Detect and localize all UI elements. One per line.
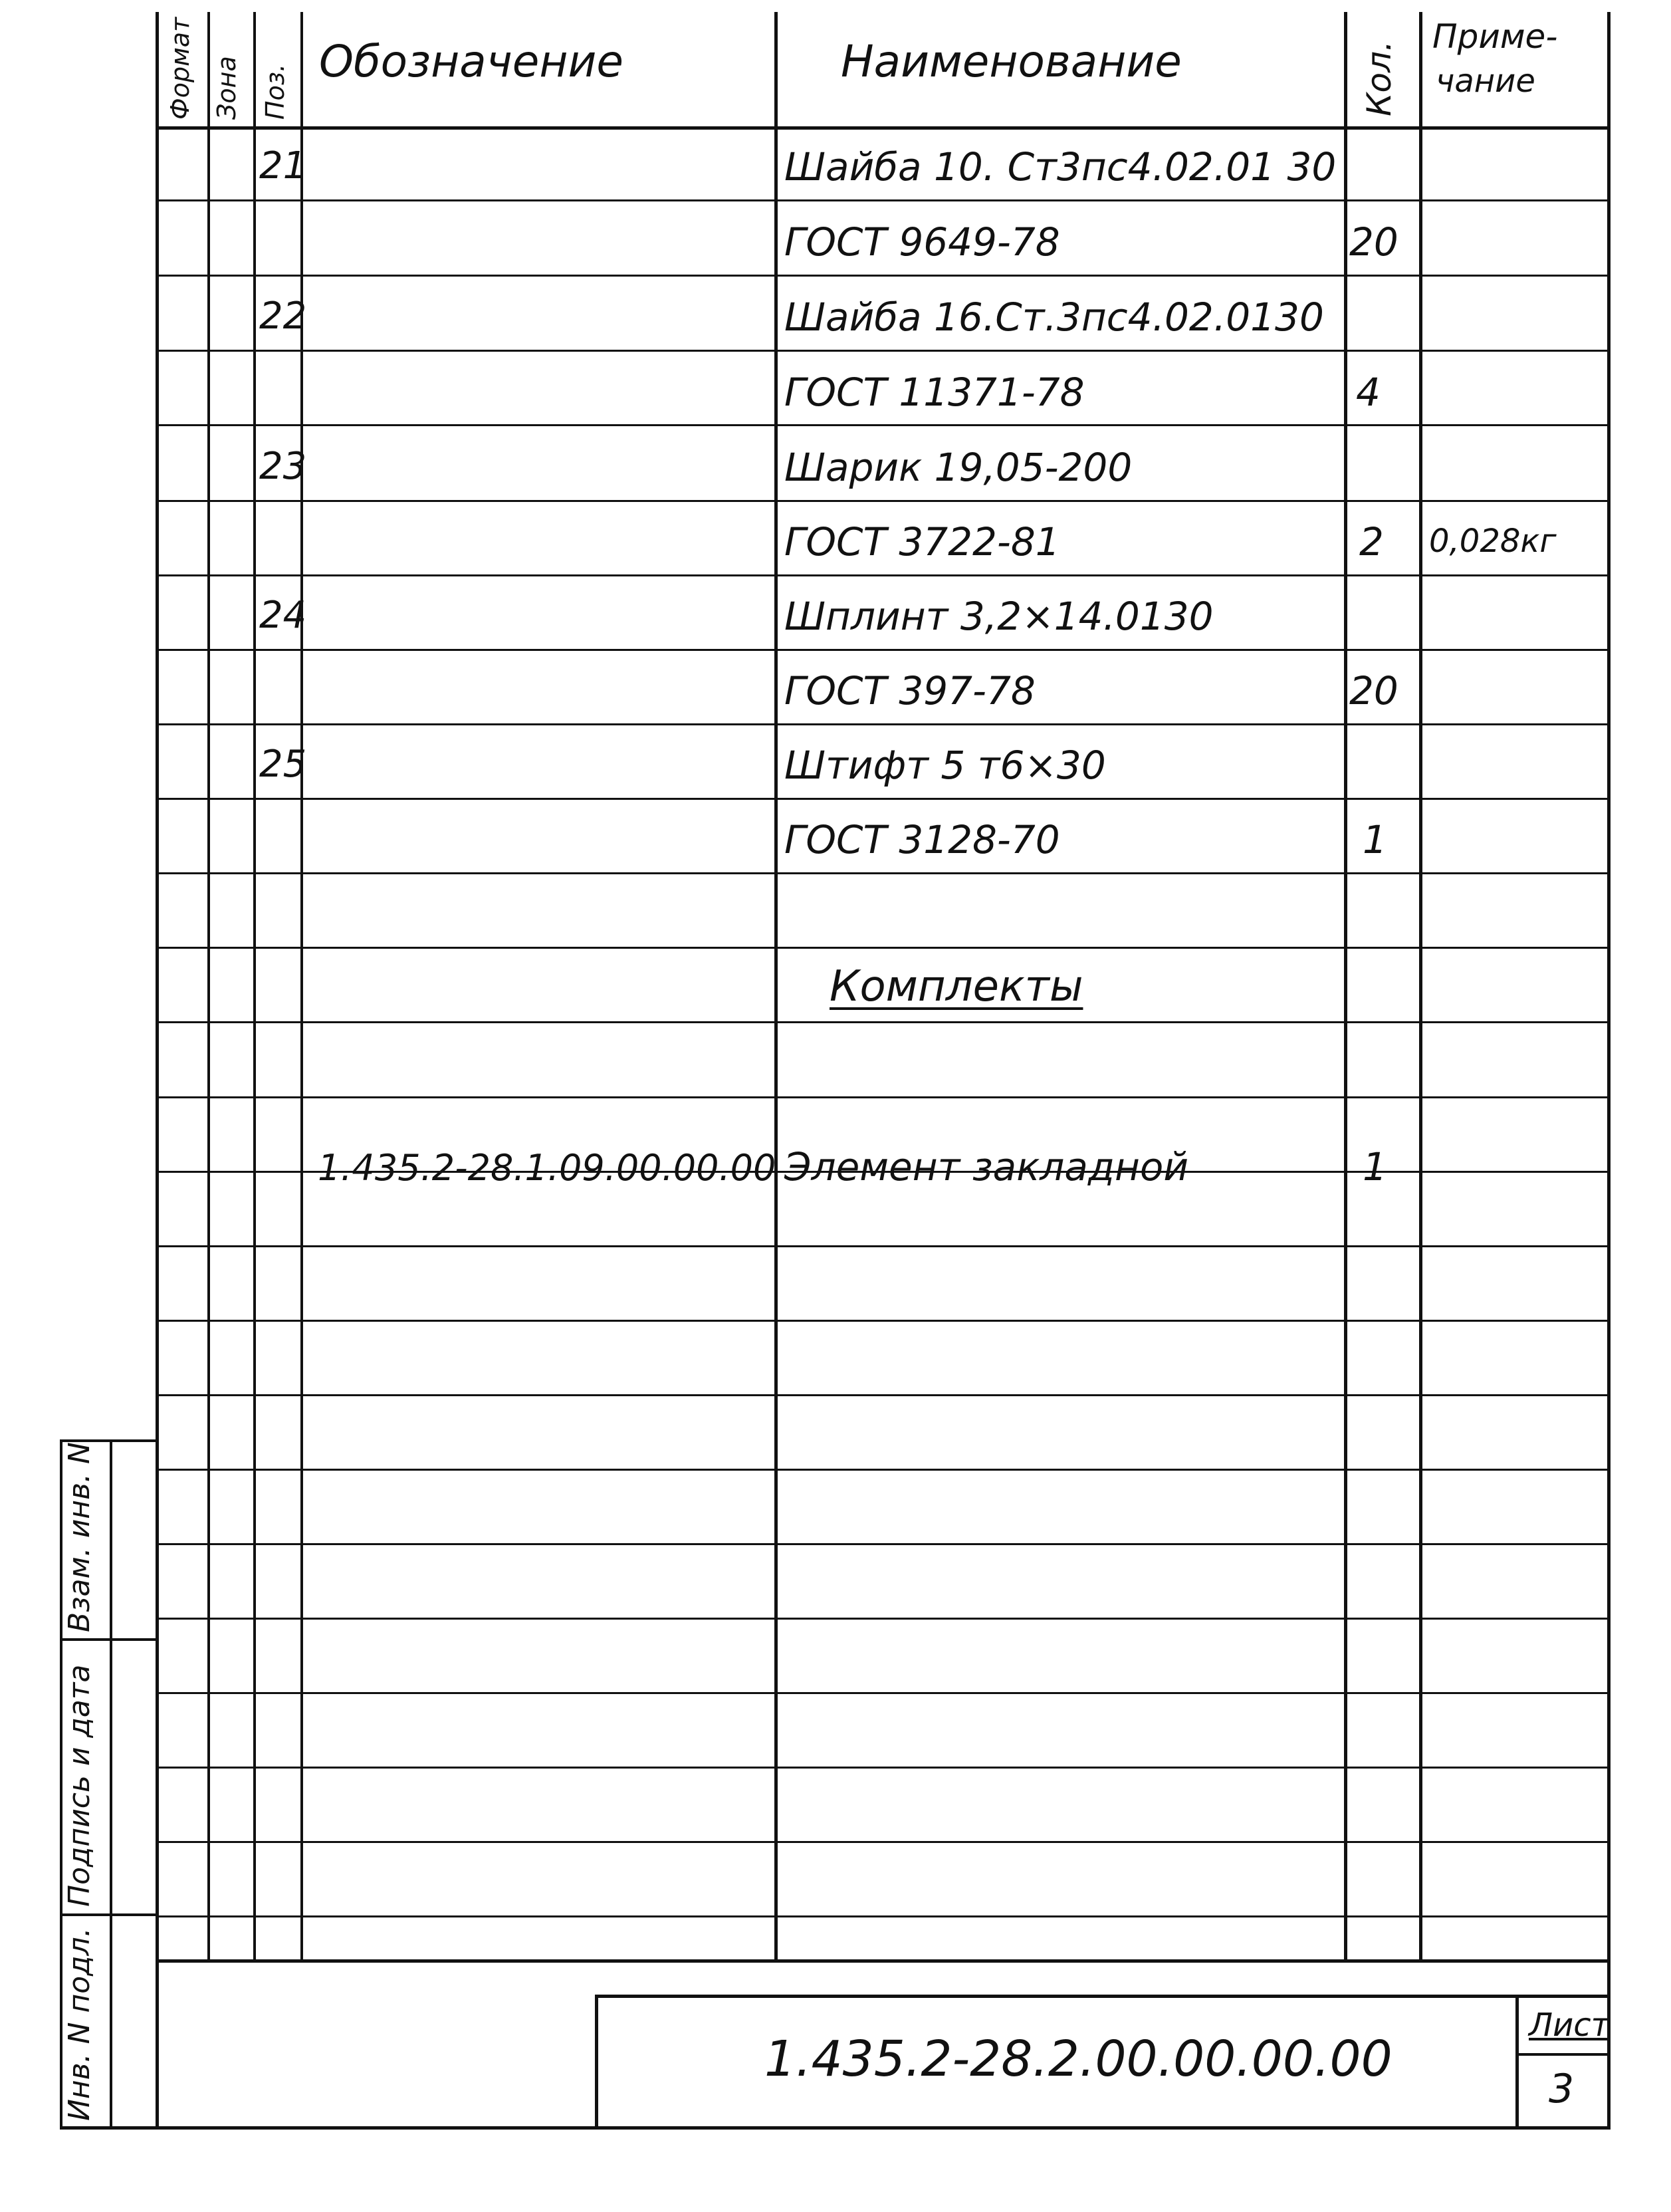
name-cell: ГОСТ 3128-70	[784, 817, 1060, 862]
name-cell: Шайба 10. Ст3пс4.02.01 30	[784, 144, 1337, 189]
col-divider-zone	[253, 12, 256, 1960]
stamp-sep-2	[60, 1913, 159, 1916]
row-line	[156, 947, 1611, 949]
qty-cell: 20	[1349, 219, 1398, 265]
note-cell: 0,028кг	[1429, 523, 1557, 560]
stamp-inv-orig: Инв. N подл.	[62, 1927, 96, 2121]
row-line	[156, 649, 1611, 651]
col-divider-designation	[774, 12, 778, 1960]
row-line	[156, 1915, 1611, 1917]
title-block-sheet-divider	[1515, 1995, 1519, 2130]
name-cell: Шайба 16.Ст.3пс4.02.0130	[784, 295, 1324, 340]
header-bottom-line	[156, 126, 1611, 130]
pos-cell: 23	[259, 445, 307, 488]
title-block-sheet-row	[1515, 2053, 1611, 2056]
qty-cell: 1	[1363, 817, 1387, 862]
stamp-sign-date: Подпись и дата	[62, 1664, 96, 1907]
row-line	[156, 872, 1611, 874]
frame-bottom	[60, 2126, 1611, 2130]
header-designation: Обозначение	[319, 36, 623, 87]
col-divider-name	[1344, 12, 1347, 1960]
stamp-sep-1	[60, 1638, 159, 1641]
name-cell: ГОСТ 397-78	[784, 668, 1036, 713]
row-line	[156, 1021, 1611, 1023]
qty-cell: 1	[1363, 1144, 1387, 1189]
pos-cell: 22	[259, 295, 307, 338]
name-cell: ГОСТ 11371-78	[784, 370, 1085, 415]
section-heading-kits: Комплекты	[830, 962, 1083, 1011]
row-line	[156, 275, 1611, 277]
header-qty: Кол.	[1360, 41, 1398, 116]
sheet-label: Лист	[1529, 2007, 1610, 2044]
sheet-number: 3	[1549, 2066, 1575, 2112]
row-line	[156, 1096, 1611, 1098]
designation-cell: 1.435.2-28.1.09.00.00.00	[318, 1147, 776, 1189]
row-line	[156, 1320, 1611, 1322]
qty-cell: 20	[1349, 668, 1398, 713]
stamp-inv-subst: Взам. инв. N	[62, 1442, 96, 1632]
row-line	[156, 1959, 1611, 1963]
row-line	[156, 574, 1611, 576]
title-block-left	[595, 1995, 598, 2130]
row-line	[156, 500, 1611, 502]
header-name: Наименование	[841, 36, 1182, 87]
name-cell: ГОСТ 9649-78	[784, 219, 1060, 265]
row-line	[156, 1469, 1611, 1471]
row-line	[156, 1692, 1611, 1694]
col-divider-qty	[1419, 12, 1422, 1960]
doc-number: 1.435.2-28.2.00.00.00.00	[764, 2030, 1392, 2088]
row-line	[156, 350, 1611, 352]
header-format: Формат	[166, 17, 195, 120]
name-cell: Шплинт 3,2×14.0130	[784, 594, 1214, 639]
row-line	[156, 1618, 1611, 1620]
stamp-mid	[110, 1439, 112, 2130]
pos-cell: 25	[259, 743, 307, 786]
header-pos: Поз.	[261, 63, 290, 120]
row-line	[156, 1841, 1611, 1843]
col-divider-format	[207, 12, 210, 1960]
pos-cell: 21	[259, 144, 307, 187]
pos-cell: 24	[259, 594, 307, 637]
qty-cell: 2	[1359, 519, 1384, 564]
name-cell: Элемент закладной	[784, 1144, 1189, 1189]
name-cell: ГОСТ 3722-81	[784, 519, 1060, 564]
row-line	[156, 1245, 1611, 1247]
qty-cell: 4	[1356, 370, 1381, 415]
row-line	[156, 798, 1611, 800]
row-line	[156, 1394, 1611, 1396]
header-zone: Зона	[212, 56, 241, 120]
name-cell: Шарик 19,05-200	[784, 445, 1133, 490]
row-line	[156, 723, 1611, 725]
row-line	[156, 1767, 1611, 1769]
row-line	[156, 424, 1611, 426]
row-line	[156, 199, 1611, 201]
header-note-line1: Приме-	[1432, 17, 1558, 56]
row-line	[156, 1543, 1611, 1545]
title-block-top	[595, 1995, 1611, 1998]
header-note-line2: чание	[1436, 62, 1535, 100]
name-cell: Штифт 5 т6×30	[784, 743, 1106, 788]
frame-right	[1607, 12, 1611, 2130]
frame-left	[156, 12, 159, 2130]
